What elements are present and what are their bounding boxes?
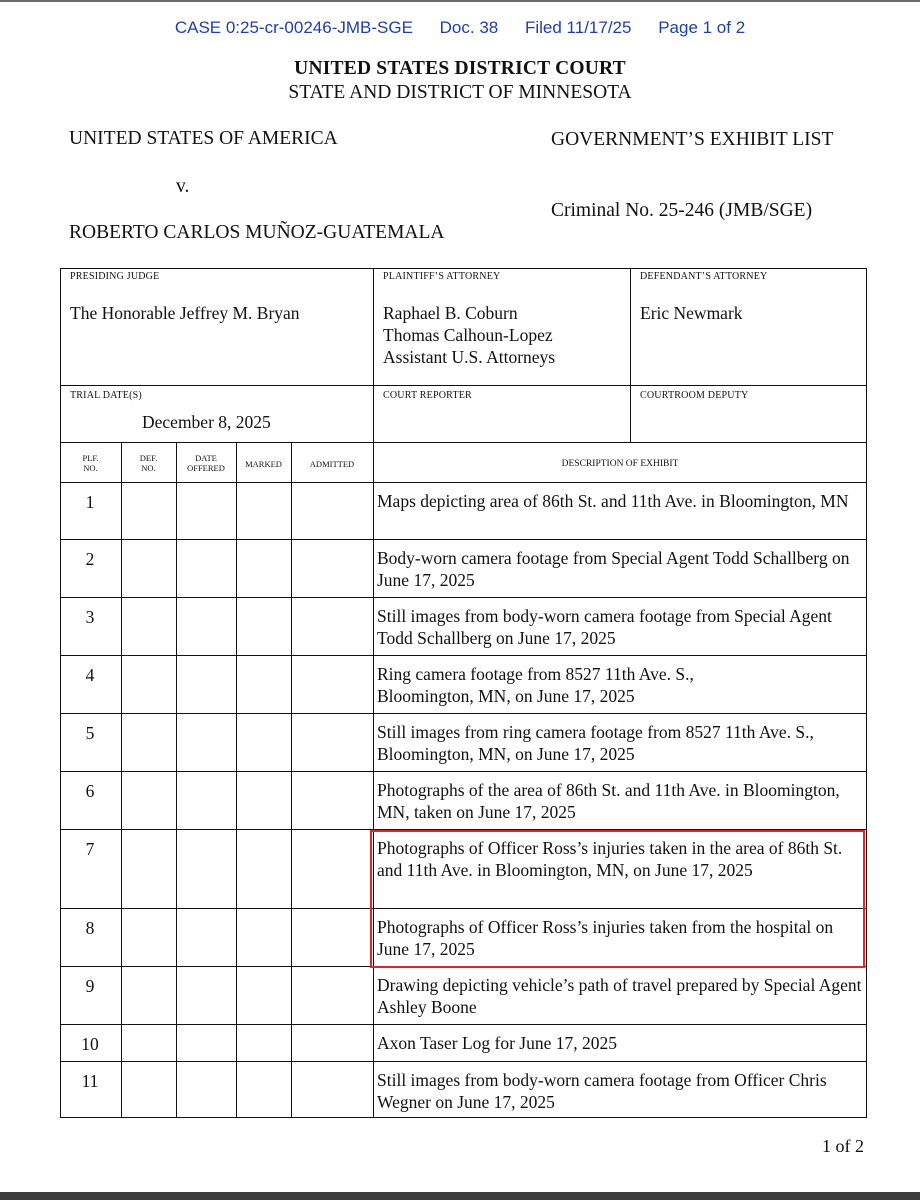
plaintiff-attorney-title: Assistant U.S. Attorneys xyxy=(383,347,556,367)
exhibit-number: 6 xyxy=(85,781,95,801)
exhibit-description: Ring camera footage from 8527 11th Ave. S., Bloomington, MN, on June 17, 2025 xyxy=(377,664,694,706)
doc-number: Doc. 38 xyxy=(439,18,499,37)
exhibit-number: 5 xyxy=(85,723,95,743)
page-top-border xyxy=(0,0,920,2)
page-indicator: Page 1 of 2 xyxy=(658,18,746,37)
col-header-line: DEF. xyxy=(139,453,158,463)
exhibit-description: Drawing depicting vehicle’s path of travel prepared by Special Agent Ashley Boone xyxy=(377,975,862,1017)
table-rule xyxy=(373,268,374,442)
exhibit-description: Still images from body-worn camera footage from Officer Chris Wegner on June 17, 2025 xyxy=(377,1070,827,1112)
exhibit-description: Still images from body-worn camera footage from Special Agent Todd Schallberg on June 17, 2025 xyxy=(377,606,832,648)
col-header-def-no xyxy=(121,453,176,473)
table-rule xyxy=(236,442,237,1118)
col-header-line: OFFERED xyxy=(187,463,225,473)
presiding-judge-value: The Honorable Jeffrey M. Bryan xyxy=(70,303,300,323)
table-rule xyxy=(630,268,631,442)
exhibit-number: 10 xyxy=(81,1034,99,1054)
table-rule xyxy=(60,1024,867,1025)
exhibit-number: 11 xyxy=(81,1071,99,1091)
table-rule xyxy=(60,655,867,656)
table-rule xyxy=(60,442,867,443)
exhibit-description: Maps depicting area of 86th St. and 11th Ave. in Bloomington, MN xyxy=(377,491,849,511)
ecf-header xyxy=(0,18,920,38)
col-header-marked: MARKED xyxy=(245,459,282,469)
document-title: GOVERNMENT’S EXHIBIT LIST xyxy=(551,129,834,150)
col-header-line: NO. xyxy=(141,463,156,473)
plaintiff-attorney-1: Raphael B. Coburn xyxy=(383,303,518,323)
exhibit-description: Still images from ring camera footage from 8527 11th Ave. S., Bloomington, MN, on June 17, 2025 xyxy=(377,722,814,764)
filed-date: Filed 11/17/25 xyxy=(524,18,632,37)
plaintiff-attorney-2: Thomas Calhoun-Lopez xyxy=(383,325,553,345)
table-rule xyxy=(60,482,867,483)
col-header-admitted: ADMITTED xyxy=(309,459,355,469)
court-name: UNITED STATES DISTRICT COURT xyxy=(294,58,626,79)
plaintiff-name: UNITED STATES OF AMERICA xyxy=(69,128,338,149)
court-reporter-label: COURT REPORTER xyxy=(383,390,472,401)
exhibit-number: 4 xyxy=(85,665,95,685)
col-header-plf-no xyxy=(60,453,121,473)
plaintiff-attorney-label: PLAINTIFF’S ATTORNEY xyxy=(383,271,501,282)
table-rule xyxy=(291,442,292,1118)
court-heading xyxy=(0,57,920,105)
table-rule xyxy=(373,442,374,1118)
col-header-date-offered xyxy=(176,453,236,473)
exhibit-number: 3 xyxy=(85,607,95,627)
table-rule xyxy=(121,442,122,1118)
exhibit-number: 2 xyxy=(85,549,95,569)
viewer-bottom-bar xyxy=(0,1192,920,1200)
trial-date-label: TRIAL DATE(S) xyxy=(70,390,142,401)
exhibit-description: Photographs of Officer Ross’s injuries taken in the area of 86th St. and 11th Ave. in Bloomington, MN, on June 17, 2025 xyxy=(377,838,843,880)
col-header-line: PLF. xyxy=(82,453,99,463)
col-header-line: DATE xyxy=(195,453,217,463)
defendant-attorney-label: DEFENDANT’S ATTORNEY xyxy=(640,271,768,282)
table-rule xyxy=(60,771,867,772)
table-rule xyxy=(60,597,867,598)
table-rule xyxy=(176,442,177,1118)
table-rule xyxy=(60,385,867,386)
defendant-name: ROBERTO CARLOS MUÑOZ-GUATEMALA xyxy=(69,222,445,243)
trial-date-value: December 8, 2025 xyxy=(142,412,271,432)
criminal-number: Criminal No. 25-246 (JMB/SGE) xyxy=(551,200,813,221)
footer-page-number: 1 of 2 xyxy=(822,1136,864,1156)
col-header-description: DESCRIPTION OF EXHIBIT xyxy=(561,459,679,469)
exhibit-description: Axon Taser Log for June 17, 2025 xyxy=(377,1033,618,1053)
table-rule xyxy=(60,539,867,540)
versus-label: v. xyxy=(176,176,190,197)
col-header-line: NO. xyxy=(83,463,98,473)
highlight-annotation xyxy=(370,830,865,968)
defendant-attorney-value: Eric Newmark xyxy=(640,303,743,323)
case-number: CASE 0:25-cr-00246-JMB-SGE xyxy=(174,18,413,37)
table-rule xyxy=(60,713,867,714)
court-district: STATE AND DISTRICT OF MINNESOTA xyxy=(288,82,632,103)
exhibit-number: 7 xyxy=(85,839,95,859)
exhibit-number: 9 xyxy=(85,976,95,996)
table-rule xyxy=(60,1061,867,1062)
presiding-judge-label: PRESIDING JUDGE xyxy=(70,271,160,282)
exhibit-description: Body-worn camera footage from Special Agent Todd Schallberg on June 17, 2025 xyxy=(377,548,850,590)
exhibit-number: 1 xyxy=(85,492,95,512)
exhibit-number: 8 xyxy=(85,918,95,938)
exhibit-description: Photographs of Officer Ross’s injuries taken from the hospital on June 17, 2025 xyxy=(377,917,834,959)
exhibit-description: Photographs of the area of 86th St. and 11th Ave. in Bloomington, MN, taken on June 17, 2025 xyxy=(377,780,840,822)
courtroom-deputy-label: COURTROOM DEPUTY xyxy=(640,390,749,401)
